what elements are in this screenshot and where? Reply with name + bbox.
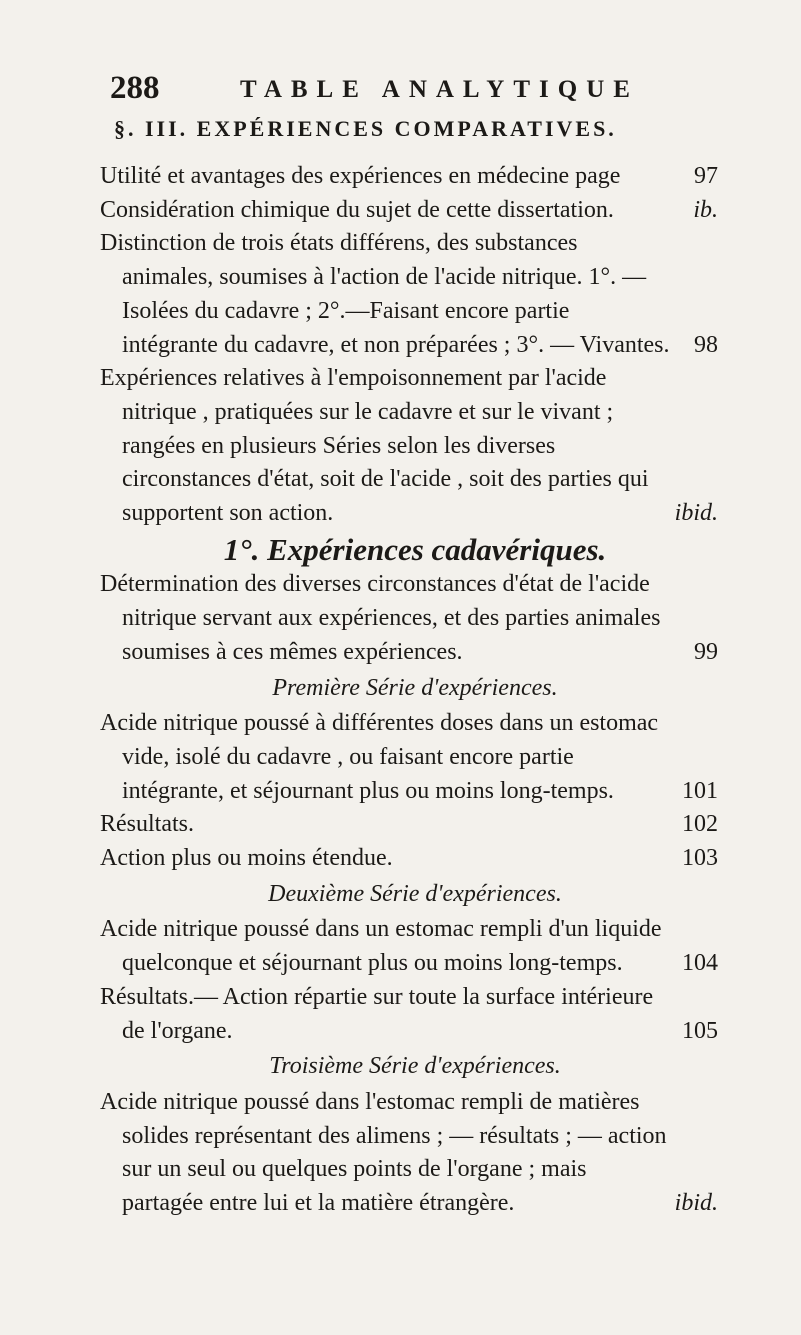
entry-page: ibid. bbox=[674, 500, 718, 527]
index-body bbox=[100, 160, 730, 1221]
page-number: 288 bbox=[110, 70, 160, 106]
entry-page: 99 bbox=[694, 638, 718, 665]
entry-text: Action plus ou moins étendue. bbox=[100, 845, 393, 872]
index-entry bbox=[100, 227, 730, 362]
entry-page: ib. bbox=[693, 196, 718, 223]
index-entry bbox=[100, 1086, 730, 1221]
index-entry bbox=[100, 194, 730, 228]
index-entry bbox=[100, 913, 730, 980]
index-entry bbox=[100, 808, 730, 842]
entry-text: Résultats.— Action répartie sur toute la surface intérieure de l'organe. bbox=[100, 983, 654, 1044]
entry-page: 102 bbox=[682, 811, 718, 838]
index-entry bbox=[100, 362, 730, 531]
entry-page: ibid. bbox=[674, 1190, 718, 1217]
entry-text: Acide nitrique poussé dans un estomac rempli d'un liquide quelconque et séjournant plus ou moins long-temps. bbox=[100, 916, 662, 977]
entry-page: 98 bbox=[694, 331, 718, 358]
series-heading-2: Deuxième Série d'expériences. bbox=[268, 880, 562, 907]
index-entry bbox=[100, 568, 730, 669]
index-entry bbox=[100, 707, 730, 808]
entry-text: Distinction de trois états différens, des substances animales, soumises à l'action de l'acide nitrique. 1°. — Isolées du cadavre ; 2°.—Faisant encore partie intégrante du cadavre, et non préparées ; 3°. — Vivantes. bbox=[100, 230, 670, 358]
series-heading-3: Troisième Série d'expériences. bbox=[269, 1053, 561, 1080]
entry-page: 103 bbox=[682, 845, 718, 872]
entry-page: 104 bbox=[682, 950, 718, 977]
section-title: §. III. EXPÉRIENCES COMPARATIVES. bbox=[114, 116, 617, 141]
entry-text: Considération chimique du sujet de cette dissertation. bbox=[100, 196, 614, 223]
page-header bbox=[110, 70, 730, 110]
entry-text: Acide nitrique poussé dans l'estomac rempli de matières solides représentant des alimens ; — résultats ; — action sur un seul ou quelques points de l'organe ; mais partagée entre lui et la matière étrangère. bbox=[100, 1088, 667, 1217]
entry-text: Expériences relatives à l'empoisonnement par l'acide nitrique , pratiquées sur le cadavre et sur le vivant ; rangées en plusieurs Séries selon les diverses circonstances d'état, soit de l'acide , soit des parties qui supportent son action. bbox=[100, 365, 649, 527]
index-entry bbox=[100, 842, 730, 876]
entry-text: Détermination des diverses circonstances d'état de l'acide nitrique servant aux expériences, et des parties animales soumises à ces mêmes expériences. bbox=[100, 571, 661, 665]
heading-cadaveric: 1°. Expériences cadavériques. bbox=[223, 531, 607, 567]
entry-page: 105 bbox=[682, 1017, 718, 1044]
entry-text: Résultats. bbox=[100, 811, 194, 838]
entry-page: 101 bbox=[682, 777, 718, 804]
series-heading-1: Première Série d'expériences. bbox=[272, 674, 558, 701]
entry-text: Acide nitrique poussé à différentes doses dans un estomac vide, isolé du cadavre , ou faisant encore partie intégrante, et séjournant plus ou moins long-temps. bbox=[100, 710, 659, 804]
entry-page: 97 bbox=[694, 163, 718, 189]
index-entry bbox=[100, 981, 730, 1048]
running-title: TABLE ANALYTIQUE bbox=[240, 76, 639, 103]
entry-text: Utilité et avantages des expériences en médecine page bbox=[100, 163, 621, 189]
index-entry bbox=[100, 160, 730, 194]
